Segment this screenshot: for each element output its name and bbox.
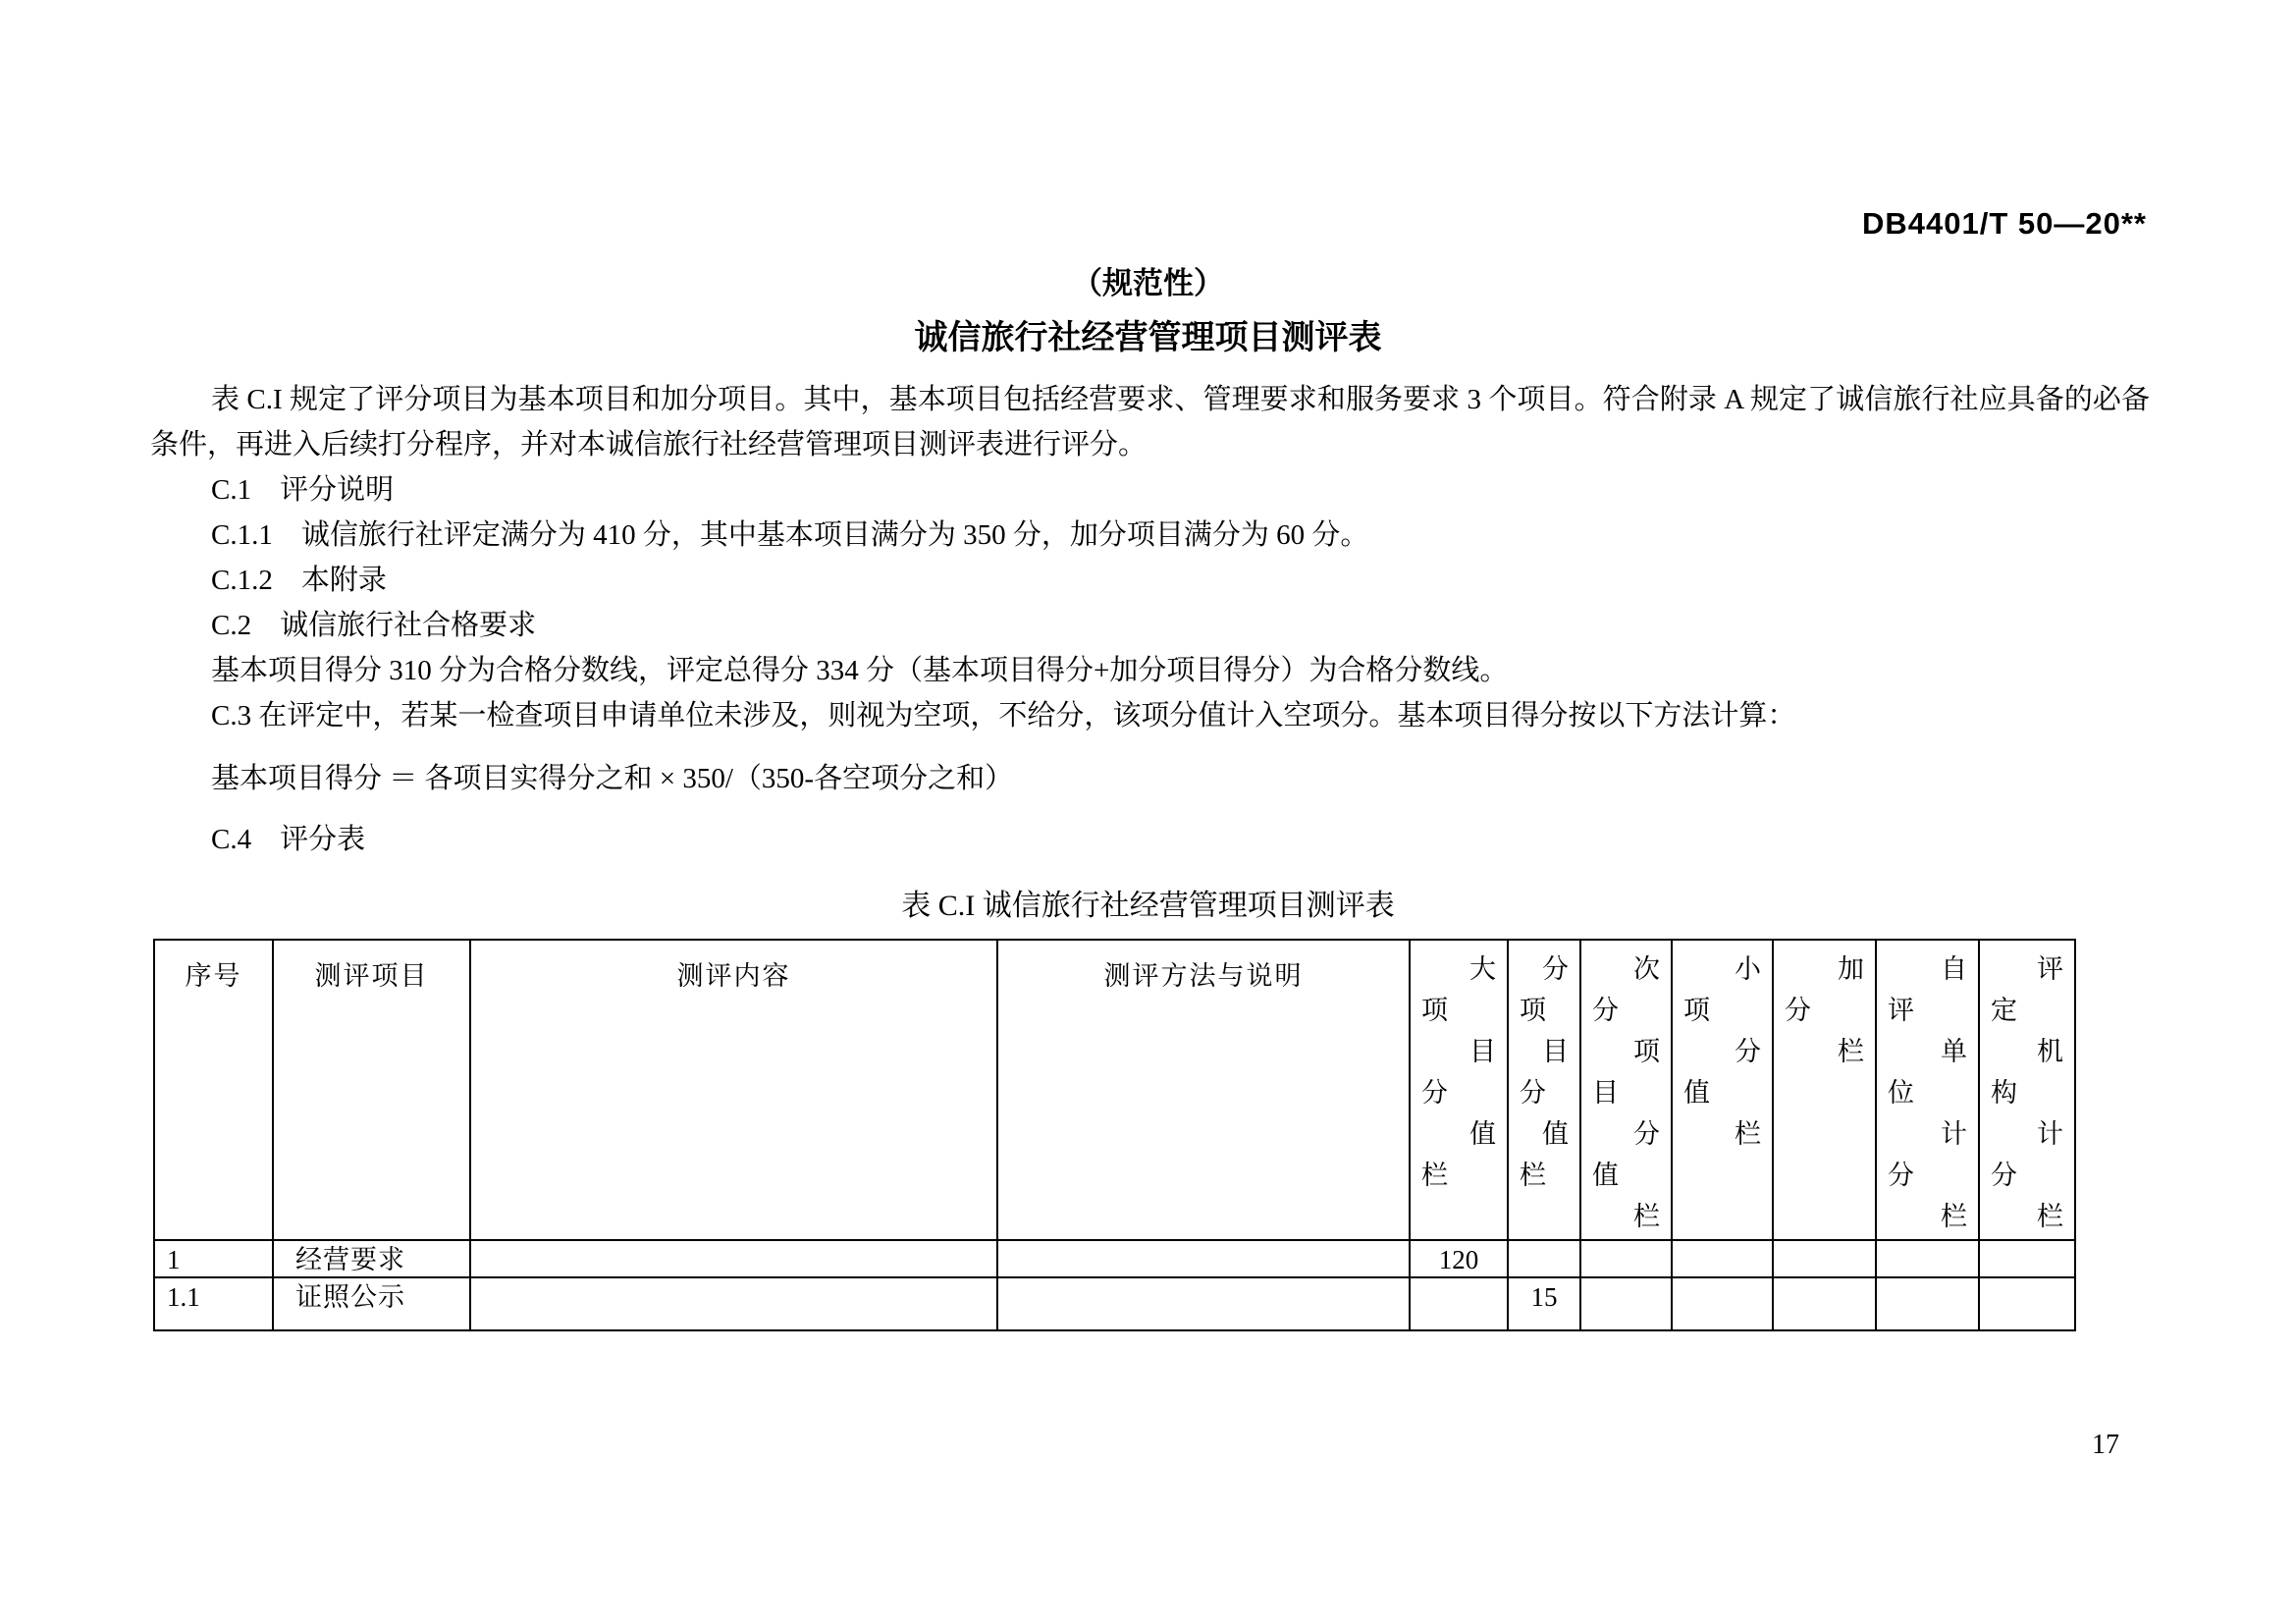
column-header-char: 位 — [1888, 1078, 1914, 1108]
column-header-char: 分 — [1520, 1078, 1546, 1108]
column-header-char: 计 — [2037, 1119, 2063, 1149]
column-header-char: 值 — [1683, 1078, 1710, 1108]
column-header-char: 分 — [1888, 1161, 1914, 1190]
column-header-char: 分 — [1785, 996, 1811, 1025]
column-header-char: 项 — [1421, 996, 1448, 1025]
page-number: 17 — [2092, 1430, 2119, 1460]
column-header-char: 分 — [1421, 1078, 1448, 1108]
table-row — [154, 1240, 2075, 1277]
table-cell — [1672, 1240, 1773, 1277]
annex-title: 诚信旅行社经营管理项目测评表 — [914, 319, 1382, 356]
column-header-5 — [1508, 940, 1580, 1240]
column-header-char: 目 — [1592, 1078, 1619, 1108]
column-header-char: 评 — [2037, 954, 2063, 984]
column-header-char: 次 — [1633, 954, 1660, 984]
clause-c3: C.3 在评定中，若某一检查项目申请单位未涉及，则视为空项，不给分，该项分值计入空项分。基本项目得分按以下方法计算： — [211, 700, 1796, 731]
table-cell — [1773, 1240, 1876, 1277]
column-header-char: 栏 — [1633, 1202, 1660, 1231]
column-header-char: 值 — [1469, 1119, 1496, 1149]
table-cell: 1 — [154, 1240, 273, 1277]
column-header-char: 大 — [1469, 954, 1496, 984]
clause-c2: C.2 诚信旅行社合格要求 — [211, 610, 537, 641]
column-header-char: 栏 — [1735, 1119, 1761, 1149]
clause-c12: C.1.2 本附录 — [211, 565, 387, 596]
table-cell — [1876, 1277, 1979, 1330]
clause-c2-body: 基本项目得分 310 分为合格分数线，评定总得分 334 分（基本项目得分+加分项目得分）为合格分数线。 — [211, 655, 1509, 686]
clause-c4: C.4 评分表 — [211, 824, 366, 855]
column-header-9 — [1876, 940, 1979, 1240]
clause-c11: C.1.1 诚信旅行社评定满分为 410 分，其中基本项目满分为 350 分，加分项目满分为 60 分。 — [211, 519, 1369, 551]
column-header-4 — [1410, 940, 1508, 1240]
column-header-char: 项 — [1633, 1037, 1660, 1066]
column-header-char: 值 — [1542, 1119, 1569, 1149]
table-cell — [470, 1277, 997, 1330]
column-header-char: 加 — [1838, 954, 1864, 984]
score-table-body — [154, 1240, 2075, 1330]
table-cell — [1508, 1240, 1580, 1277]
column-header-0: 序号 — [154, 940, 273, 1240]
column-header-char: 项 — [1520, 996, 1546, 1025]
table-cell — [997, 1240, 1410, 1277]
column-header-10 — [1979, 940, 2075, 1240]
column-header-char: 项 — [1683, 996, 1710, 1025]
table-cell — [1672, 1277, 1773, 1330]
table-cell — [1979, 1277, 2075, 1330]
column-header-char: 定 — [1991, 996, 2017, 1025]
intro-paragraph: 表 C.I 规定了评分项目为基本项目和加分项目。其中，基本项目包括经营要求、管理要求和服务要求 3 个项目。符合附录 A 规定了诚信旅行社应具备的必备条件，再进入后续打分程序，并对本诚信旅行社经营管理项目测评表进行评分。 — [150, 384, 2150, 460]
column-header-char: 栏 — [1520, 1161, 1546, 1190]
column-header-char: 栏 — [1838, 1037, 1864, 1066]
column-header-char: 计 — [1941, 1119, 1967, 1149]
table-cell: 15 — [1508, 1277, 1580, 1330]
column-header-char: 小 — [1735, 954, 1761, 984]
annex-normative-label: （规范性） — [1072, 266, 1224, 300]
table-cell — [997, 1277, 1410, 1330]
table-cell — [1979, 1240, 2075, 1277]
column-header-1: 测评项目 — [273, 940, 470, 1240]
table-cell: 经营要求 — [273, 1240, 470, 1277]
column-header-char: 分 — [1633, 1119, 1660, 1149]
column-header-7 — [1672, 940, 1773, 1240]
column-header-char: 栏 — [1421, 1161, 1448, 1190]
column-header-char: 评 — [1888, 996, 1914, 1025]
column-header-char: 分 — [1592, 996, 1619, 1025]
standard-code: DB4401/T 50—20** — [1862, 206, 2147, 241]
column-header-char: 分 — [1735, 1037, 1761, 1066]
column-header-char: 机 — [2037, 1037, 2063, 1066]
table-cell — [470, 1240, 997, 1277]
header-row — [154, 940, 2075, 1240]
column-header-6 — [1580, 940, 1672, 1240]
table-cell — [1410, 1277, 1508, 1330]
table-cell: 证照公示 — [273, 1277, 470, 1330]
column-header-char: 构 — [1991, 1078, 2017, 1108]
clause-c1: C.1 评分说明 — [211, 474, 395, 506]
column-header-char: 分 — [1542, 954, 1569, 984]
column-header-char: 单 — [1941, 1037, 1967, 1066]
score-table-head — [154, 940, 2075, 1240]
table-caption: 表 C.I 诚信旅行社经营管理项目测评表 — [901, 890, 1395, 922]
table-cell: 120 — [1410, 1240, 1508, 1277]
table-row — [154, 1277, 2075, 1330]
column-header-2: 测评内容 — [470, 940, 997, 1240]
column-header-8 — [1773, 940, 1876, 1240]
table-cell — [1773, 1277, 1876, 1330]
column-header-char: 值 — [1592, 1161, 1619, 1190]
column-header-3: 测评方法与说明 — [997, 940, 1410, 1240]
body-content — [150, 377, 2150, 862]
score-formula: 基本项目得分 ＝ 各项目实得分之和 × 350/（350-各空项分之和） — [211, 763, 1014, 794]
column-header-char: 自 — [1941, 954, 1967, 984]
score-table — [153, 939, 2076, 1331]
column-header-char: 分 — [1991, 1161, 2017, 1190]
table-cell: 1.1 — [154, 1277, 273, 1330]
column-header-char: 目 — [1469, 1037, 1496, 1066]
column-header-char: 目 — [1542, 1037, 1569, 1066]
column-header-char: 栏 — [1941, 1202, 1967, 1231]
table-cell — [1580, 1240, 1672, 1277]
table-cell — [1580, 1277, 1672, 1330]
table-cell — [1876, 1240, 1979, 1277]
column-header-char: 栏 — [2037, 1202, 2063, 1231]
